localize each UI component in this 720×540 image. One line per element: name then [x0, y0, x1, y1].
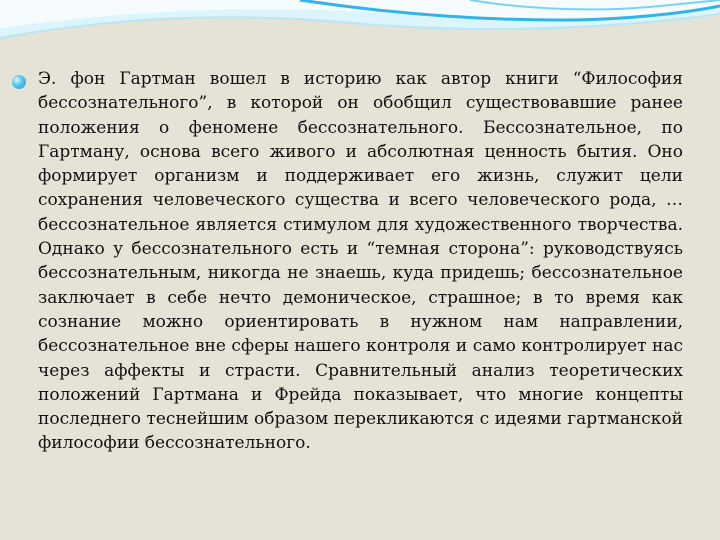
slide-body-text: Э. фон Гартман вошел в историю как автор книги “Философия бессознательного”, в которой он обобщил существовавшие ранее положения о феномене бессознательного. Бессознательное, по Гартману, основа всего живого и абсолютная ценность бытия. Оно формирует организм и поддерживает его жизнь, служит цели сохранения человеческого существа и всего человеческого рода, … бессознательное является стимулом для художественного творчества. Однако у бессознательного есть и “темная сторона”: руководствуясь бессознательным, никогда не знаешь, куда придешь; бессознательное заключает в себе нечто демоническое, страшное; в то время как сознание можно ориентировать в нужном нам направлении, бессознательное вне сферы нашего контроля и само контролирует нас через аффекты и страсти. Сравнительный анализ теоретических положений Гартмана и Фрейда показывает, что многие концепты последнего теснейшим образом перекликаются с идеями гартманской философии бессознательного. [38, 69, 683, 454]
circle-bullet-icon [12, 75, 26, 89]
header-wave-decoration [0, 0, 720, 60]
